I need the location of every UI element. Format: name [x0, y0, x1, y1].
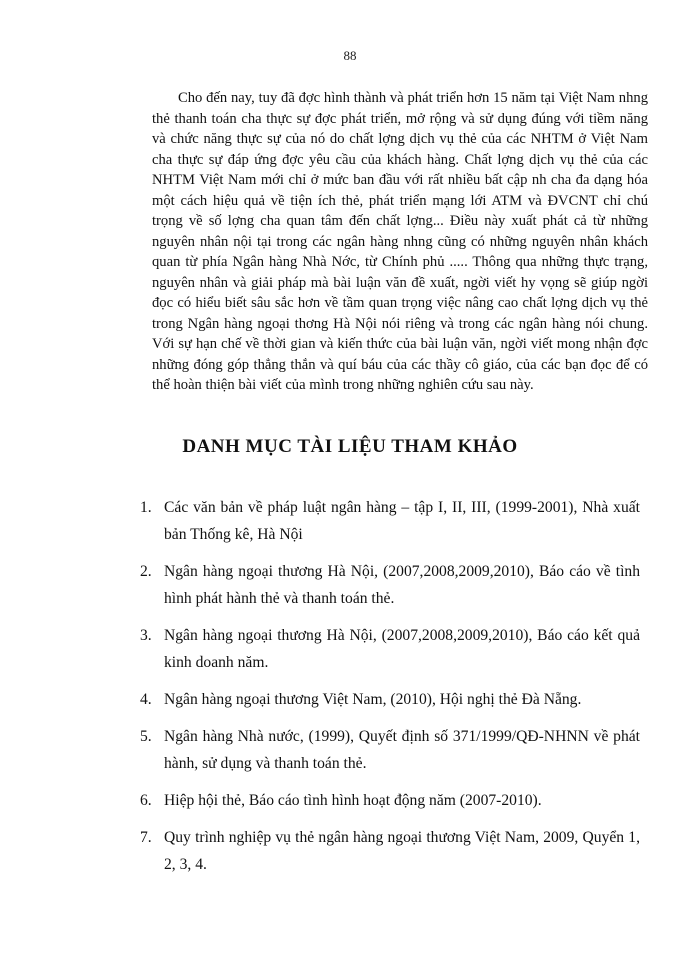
- reference-number: 1.: [140, 499, 152, 516]
- reference-text: Ngân hàng ngoại thương Việt Nam, (2010), Hội nghị thẻ Đà Nẵng.: [164, 691, 582, 708]
- conclusion-paragraph: Cho đến nay, tuy đã đợc hình thành và phát triển hơn 15 năm tại Việt Nam nhng thẻ thanh toán cha thực sự đợc phát triển, mở rộng và sử dụng đúng với tiềm năng và chức năng thực sự của nó do chất lợng dịch vụ thẻ của các NHTM ở Việt Nam cha thực sự đáp ứng đợc yêu cầu của khách hàng. Chất lợng dịch vụ thẻ của các NHTM Việt Nam mới chỉ ở mức ban đầu với rất nhiều bất cập nh cha đa dạng hóa một cách hiệu quả về tiện ích thẻ, phát triển mạng lới ATM và ĐVCNT chỉ chú trọng về số lợng cha quan tâm đến chất lợng... Điều này xuất phát cả từ những nguyên nhân nội tại trong các ngân hàng nhng cũng có những nguyên nhân khách quan từ phía Ngân hàng Nhà Nớc, từ Chính phủ ..... Thông qua những thực trạng, nguyên nhân và giải pháp mà bài luận văn đề xuất, ngời viết hy vọng sẽ giúp ngời đọc có hiểu biết sâu sắc hơn về tầm quan trọng việc nâng cao chất lợng dịch vụ thẻ trong Ngân hàng ngoại thơng Hà Nội nói riêng và trong các ngân hàng nói chung. Với sự hạn chế về thời gian và kiến thức của bài luận văn, ngời viết mong nhận đợc những đóng góp thẳng thắn và quí báu của các thầy cô giáo, của các bạn đọc để có thể hoàn thiện bài viết của mình trong những nghiên cứu sau này.: [152, 90, 648, 393]
- reference-item: [140, 558, 640, 612]
- reference-number: 7.: [140, 829, 152, 846]
- reference-text: Ngân hàng Nhà nước, (1999), Quyết định số 371/1999/QĐ-NHNN về phát hành, sử dụng và thanh toán thẻ.: [164, 728, 640, 772]
- reference-text: Ngân hàng ngoại thương Hà Nội, (2007,2008,2009,2010), Báo cáo về tình hình phát hành thẻ và thanh toán thẻ.: [164, 563, 640, 607]
- reference-item: [140, 787, 640, 814]
- reference-text: Hiệp hội thẻ, Báo cáo tình hình hoạt động năm (2007-2010).: [164, 792, 542, 809]
- reference-item: [140, 622, 640, 676]
- reference-text: Các văn bản về pháp luật ngân hàng – tập I, II, III, (1999-2001), Nhà xuất bản Thống kê, Hà Nội: [164, 499, 640, 543]
- reference-number: 6.: [140, 792, 152, 809]
- reference-number: 3.: [140, 627, 152, 644]
- reference-item: [140, 494, 640, 548]
- reference-item: [140, 824, 640, 878]
- reference-item: [140, 686, 640, 713]
- reference-text: Quy trình nghiệp vụ thẻ ngân hàng ngoại thương Việt Nam, 2009, Quyển 1, 2, 3, 4.: [164, 829, 640, 873]
- reference-text: Ngân hàng ngoại thương Hà Nội, (2007,2008,2009,2010), Báo cáo kết quả kinh doanh năm.: [164, 627, 640, 671]
- page-number: 88: [343, 48, 357, 63]
- references-title: DANH MỤC TÀI LIỆU THAM KHẢO: [182, 436, 518, 457]
- reference-number: 4.: [140, 691, 152, 708]
- reference-number: 2.: [140, 563, 152, 580]
- reference-list: [140, 494, 640, 888]
- reference-item: [140, 723, 640, 777]
- reference-number: 5.: [140, 728, 152, 745]
